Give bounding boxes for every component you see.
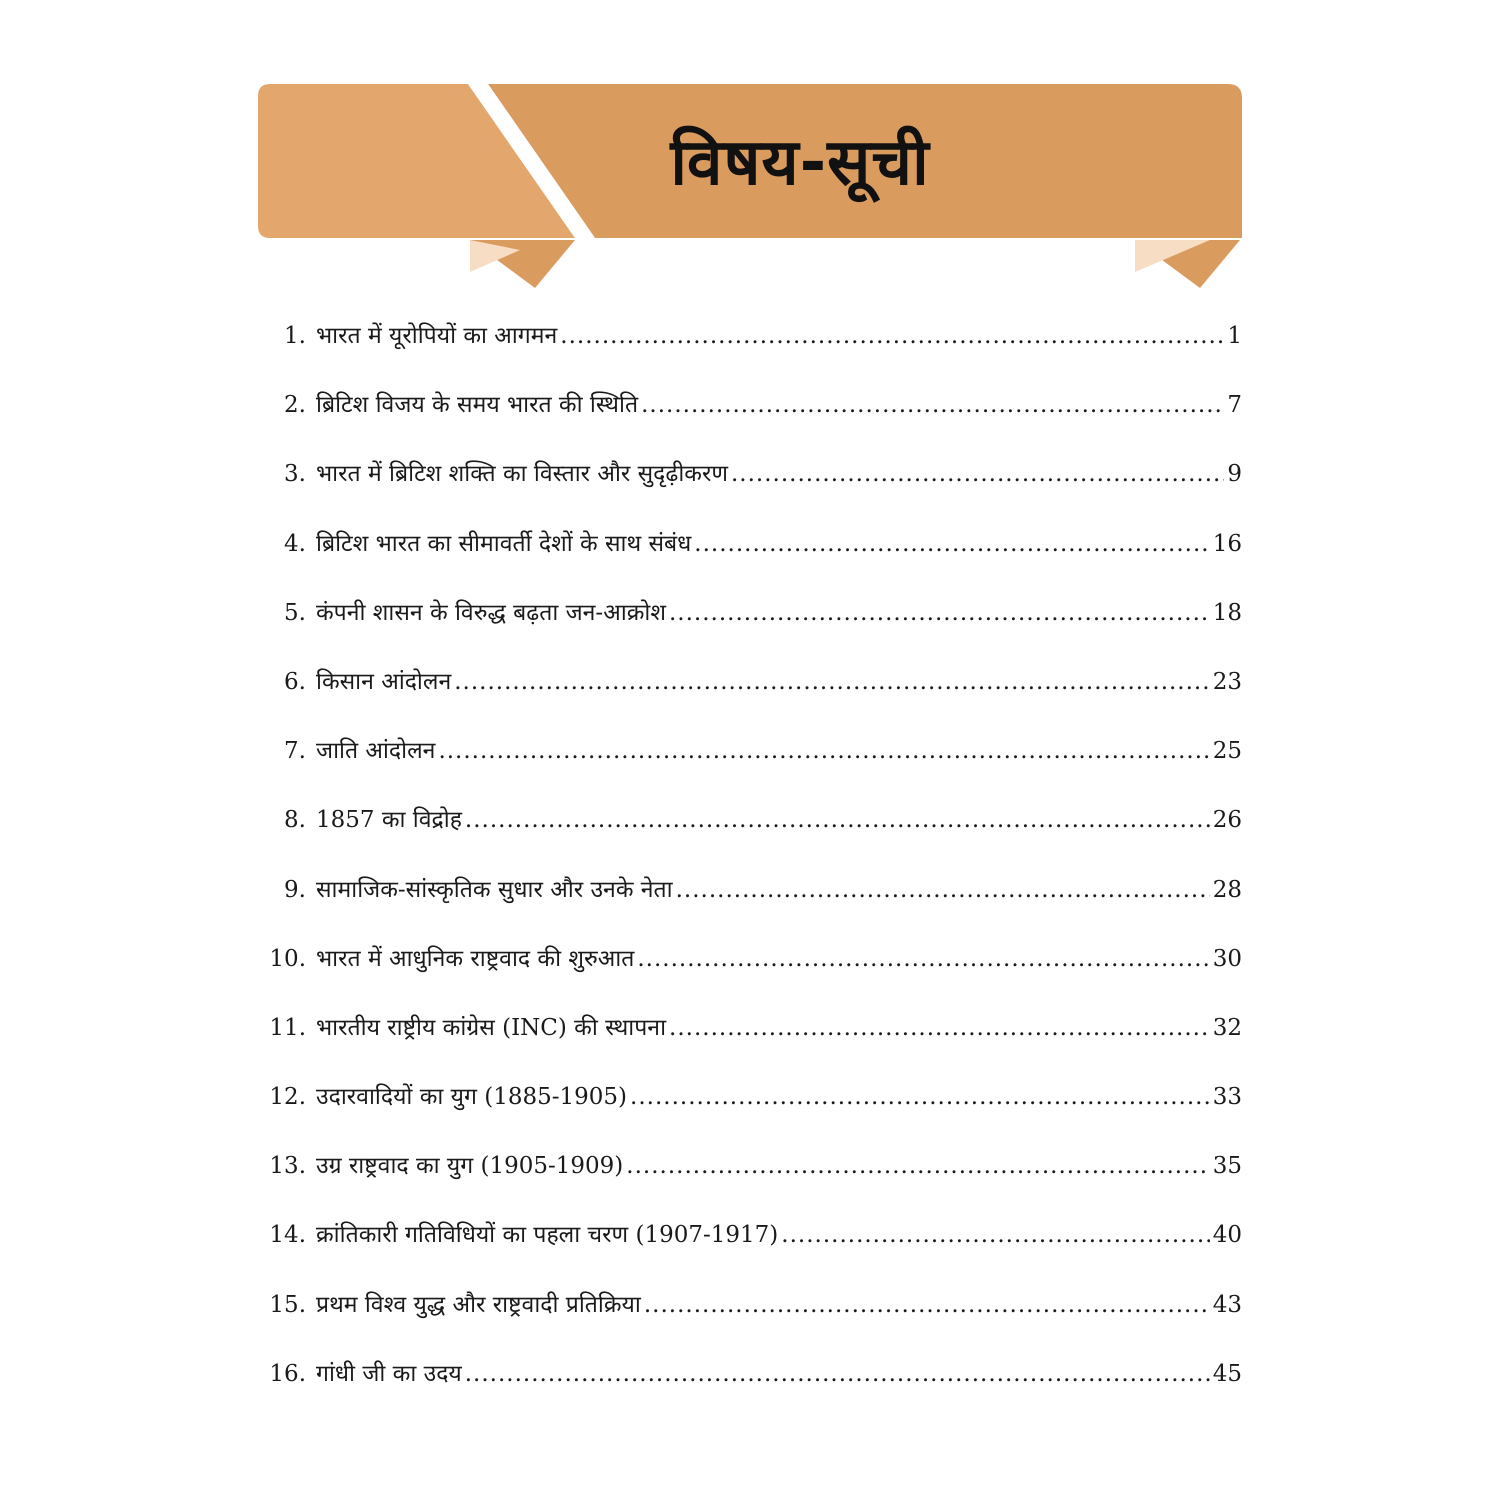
toc-entry-title: उदारवादियों का युग (1885-1905) [316,1084,628,1111]
toc-entry-title: कंपनी शासन के विरुद्ध बढ़ता जन-आक्रोश [316,599,666,626]
toc-dot-leader [465,1348,1210,1400]
toc-entry-number: 6. [284,668,306,695]
toc-entry-page: 18 [1212,599,1242,626]
toc-dot-leader [676,864,1210,916]
toc-entry-number: 7. [284,738,306,765]
toc-dot-leader [630,1071,1210,1123]
toc-entry-page: 7 [1227,392,1242,419]
toc-entry [262,1071,1242,1140]
page-title: विषय-सूची [670,126,930,200]
toc-dot-leader [560,310,1224,362]
toc-entry-number: 16. [269,1360,306,1387]
toc-entry-number: 2. [284,392,306,419]
toc-entry [262,656,1242,725]
toc-dot-leader [694,518,1209,570]
toc-entry-title: जाति आंदोलन [316,738,436,765]
toc-entry-title: गांधी जी का उदय [316,1360,462,1387]
toc-entry-title: 1857 का विद्रोह [316,807,462,834]
toc-entry-number: 4. [284,530,306,557]
toc-entry [262,448,1242,517]
toc-entry-number: 12. [269,1084,306,1111]
toc-dot-leader [669,1002,1210,1054]
toc-dot-leader [438,725,1209,777]
toc-entry [262,794,1242,863]
toc-dot-leader [641,379,1224,431]
toc-entry-page: 43 [1212,1291,1242,1318]
toc-entry-title: किसान आंदोलन [316,668,452,695]
toc-entry-number: 13. [269,1153,306,1180]
toc-entry [262,310,1242,379]
toc-dot-leader [465,794,1210,846]
toc-entry-page: 16 [1212,530,1242,557]
toc-entry [262,933,1242,1002]
toc-entry-page: 32 [1212,1014,1242,1041]
toc-entry-number: 8. [284,807,306,834]
toc-entry-title: ब्रिटिश विजय के समय भारत की स्थिति [316,392,639,419]
toc-entry-page: 1 [1227,323,1242,349]
toc-entry-number: 9. [284,876,306,903]
toc-entry-page: 45 [1212,1360,1242,1387]
toc-entry-title: भारत में आधुनिक राष्ट्रवाद की शुरुआत [316,945,635,972]
toc-dot-leader [637,933,1209,985]
toc-entry-number: 15. [269,1291,306,1318]
toc-entry [262,1279,1242,1348]
toc-dot-leader [669,587,1210,639]
toc-entry-title: सामाजिक-सांस्कृतिक सुधार और उनके नेता [316,876,673,903]
toc-entry [262,725,1242,794]
toc-entry [262,518,1242,587]
toc-entry-title: उग्र राष्ट्रवाद का युग (1905-1909) [316,1153,624,1180]
toc-dot-leader [626,1140,1209,1192]
toc-entry [262,1140,1242,1209]
toc-dot-leader [781,1209,1209,1261]
toc-entry-page: 9 [1227,461,1242,488]
toc-entry [262,1209,1242,1278]
toc-entry-page: 23 [1212,668,1242,695]
toc-entry-title: भारतीय राष्ट्रीय कांग्रेस (INC) की स्थापना [316,1014,667,1041]
toc-entry-page: 33 [1212,1084,1242,1111]
toc-entry-title: भारत में यूरोपियों का आगमन [316,323,558,349]
toc-entry-number: 14. [269,1222,306,1249]
toc-entry [262,1002,1242,1071]
toc-entry [262,587,1242,656]
toc-entry-number: 1. [284,323,306,349]
toc-entry-title: ब्रिटिश भारत का सीमावर्ती देशों के साथ संबंध [316,530,692,557]
table-of-contents [262,310,1242,1417]
toc-entry-page: 35 [1212,1153,1242,1180]
toc-dot-leader [731,448,1224,500]
toc-entry-number: 11. [269,1014,306,1041]
toc-entry-number: 5. [284,599,306,626]
toc-entry [262,1348,1242,1417]
toc-entry [262,379,1242,448]
toc-entry-title: प्रथम विश्व युद्ध और राष्ट्रवादी प्रतिक्रिया [316,1291,641,1318]
toc-entry-title: भारत में ब्रिटिश शक्ति का विस्तार और सुदृढ़ीकरण [316,461,728,488]
toc-entry-page: 30 [1212,945,1242,972]
toc-entry-number: 3. [284,461,306,488]
toc-entry-page: 40 [1212,1222,1242,1249]
toc-dot-leader [644,1279,1210,1331]
toc-entry-page: 25 [1212,738,1242,765]
toc-entry-title: क्रांतिकारी गतिविधियों का पहला चरण (1907-1917) [316,1222,779,1249]
toc-entry-number: 10. [269,945,306,972]
toc-entry-page: 26 [1212,807,1242,834]
toc-dot-leader [454,656,1209,708]
toc-entry [262,864,1242,933]
toc-entry-page: 28 [1212,876,1242,903]
